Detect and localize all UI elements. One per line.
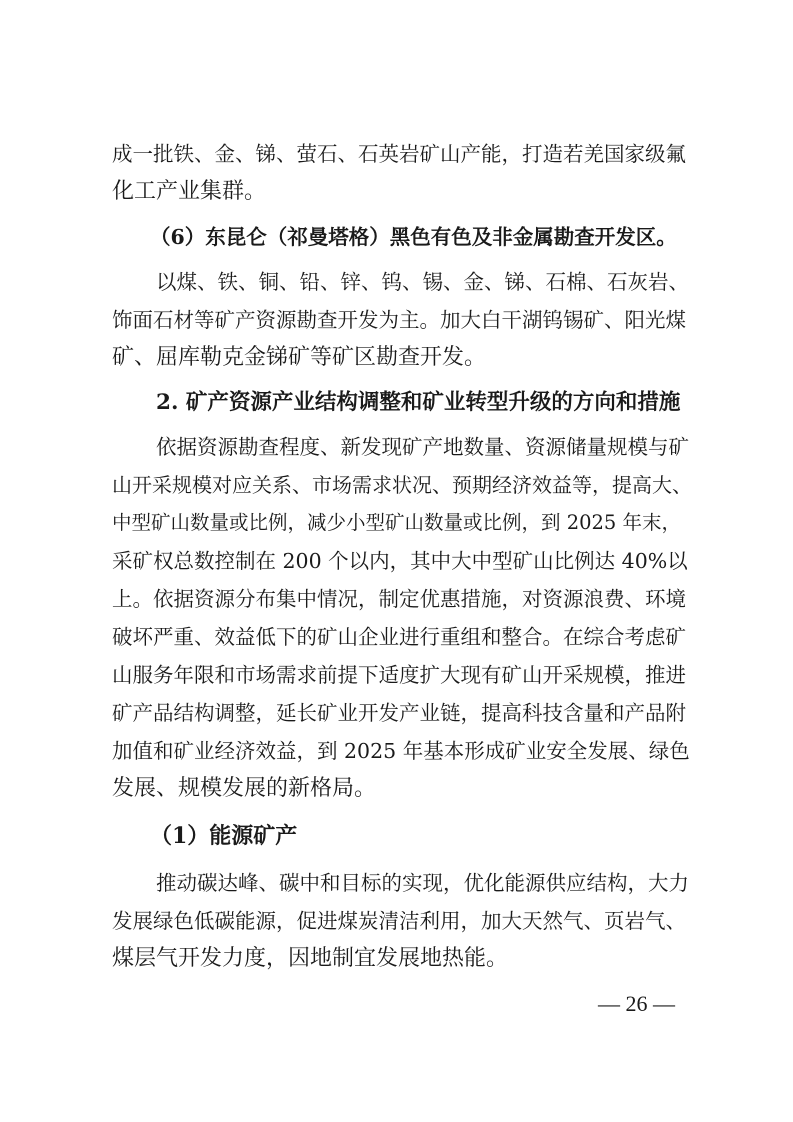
paragraph-line: 破坏严重、效益低下的矿山企业进行重组和整合。在综合考虑矿 [112,625,686,649]
paragraph-line: 化工产业集群。 [112,179,267,204]
paragraph-line: 以煤、铁、铜、铅、锌、钨、锡、金、锑、石棉、石灰岩、 [156,270,689,294]
paragraph-line: 成一批铁、金、锑、萤石、石英岩矿山产能，打造若羌国家级氟 [112,142,686,166]
paragraph-line: 矿产品结构调整，延长矿业开发产业链，提高科技含量和产品附 [112,701,686,725]
paragraph-line: 加值和矿业经济效益，到 2025 年基本形成矿业安全发展、绿色 [112,739,690,763]
paragraph-line: 煤层气开发力度，因地制宜发展地热能。 [112,946,509,971]
paragraph-line: 矿、屈库勒克金锑矿等矿区勘查开发。 [112,345,487,370]
section-heading: （1）能源矿产 [150,823,298,849]
paragraph-line: 推动碳达峰、碳中和目标的实现，优化能源供应结构，大力 [156,871,689,895]
paragraph-line: 依据资源勘查程度、新发现矿产地数量、资源储量规模与矿 [156,435,689,459]
paragraph-line: 采矿权总数控制在 200 个以内，其中大中型矿山比例达 40%以 [112,549,688,573]
paragraph-line: 发展绿色低碳能源，促进煤炭清洁利用，加大天然气、页岩气、 [112,909,686,933]
paragraph-line: 山服务年限和市场需求前提下适度扩大现有矿山开采规模，推进 [112,663,686,687]
section-heading: （6）东昆仑（祁曼塔格）黑色有色及非金属勘查开发区。 [150,225,677,249]
paragraph-line: 中型矿山数量或比例，减少小型矿山数量或比例，到 2025 年末， [112,511,682,534]
page-number: — 26 — [598,991,675,1016]
paragraph-line: 上。依据资源分布集中情况，制定优惠措施，对资源浪费、环境 [112,587,686,611]
paragraph-line: 山开采规模对应关系、市场需求状况、预期经济效益等，提高大、 [112,473,692,497]
paragraph-line: 发展、规模发展的新格局。 [112,776,377,801]
paragraph-line: 饰面石材等矿产资源勘查开发为主。加大白干湖钨锡矿、阳光煤 [112,308,686,332]
section-heading: 2. 矿产资源产业结构调整和矿业转型升级的方向和措施 [156,390,681,415]
